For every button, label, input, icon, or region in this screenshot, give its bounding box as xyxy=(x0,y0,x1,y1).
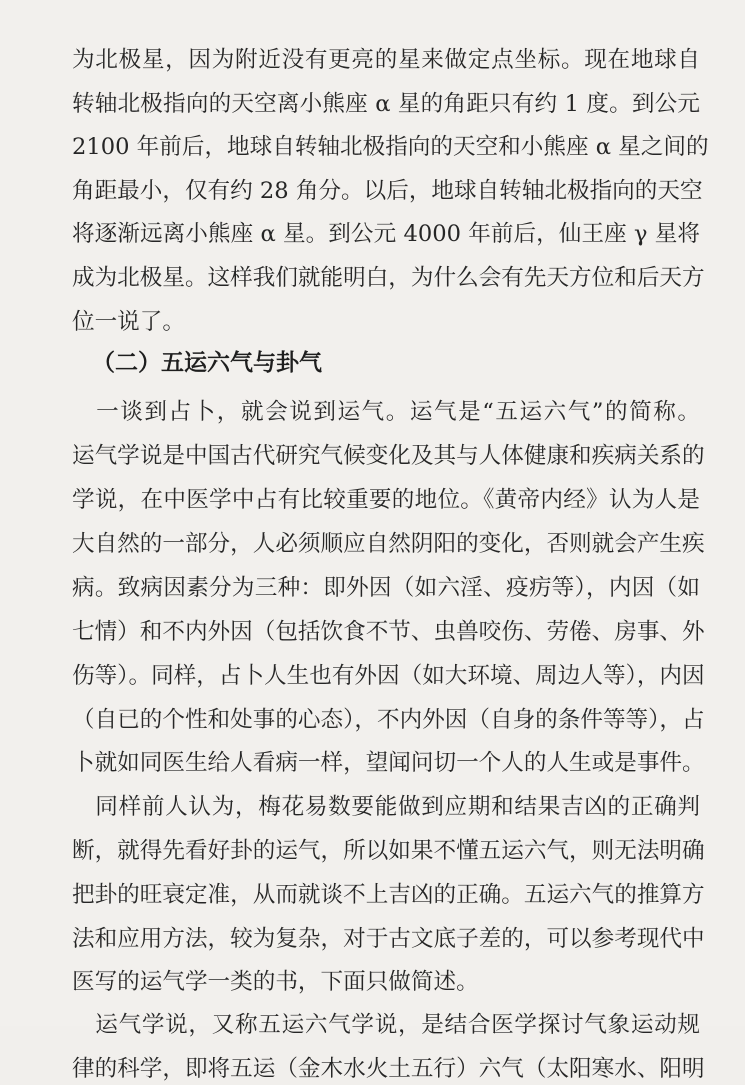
text-line: 把卦的旺衰定准，从而就谈不上吉凶的正确。五运六气的推算方 xyxy=(72,882,705,908)
text-line: 同样前人认为，梅花易数要能做到应期和结果吉凶的正确判 xyxy=(72,794,700,820)
text-line: 角距最小，仅有约 28 角分。以后，地球自转轴北极指向的天空 xyxy=(72,178,703,204)
text-line: 大自然的一部分，人必须顺应自然阴阳的变化，否则就会产生疾 xyxy=(72,531,705,557)
text-line: 成为北极星。这样我们就能明白，为什么会有先天方位和后天方 xyxy=(72,265,705,291)
text-line: 律的科学，即将五运（金木水火土五行）六气（太阳寒水、阳明 xyxy=(72,1056,705,1082)
text-line: 一谈到占卜，就会说到运气。运气是“五运六气”的简称。 xyxy=(72,399,700,425)
section-heading: （二）五运六气与卦气 xyxy=(92,350,322,376)
text-line: 位一说了。 xyxy=(72,309,185,335)
text-line: 学说，在中医学中占有比较重要的地位。《黄帝内经》认为人是 xyxy=(72,487,700,513)
text-line: 转轴北极指向的天空离小熊座 α 星的角距只有约 1 度。到公元 xyxy=(72,91,700,117)
text-line: 医写的运气学一类的书，下面只做简述。 xyxy=(72,969,479,995)
text-line: 伤等）。同样，占卜人生也有外因（如大环境、周边人等），内因 xyxy=(72,663,705,689)
text-line: 卜就如同医生给人看病一样，望闻问切一个人的人生或是事件。 xyxy=(72,750,705,776)
text-line: 法和应用方法，较为复杂，对于古文底子差的，可以参考现代中 xyxy=(72,926,705,952)
text-line: 七情）和不内外因（包括饮食不节、虫兽咬伤、劳倦、房事、外 xyxy=(72,619,705,645)
text-line: 病。致病因素分为三种：即外因（如六淫、疫疠等），内因（如 xyxy=(72,575,700,601)
text-line: （自已的个性和处事的心态），不内外因（自身的条件等等），占 xyxy=(72,707,705,733)
text-line: 将逐渐远离小熊座 α 星。到公元 4000 年前后，仙王座 γ 星将 xyxy=(72,221,700,247)
text-line: 断，就得先看好卦的运气，所以如果不懂五运六气，则无法明确 xyxy=(72,838,705,864)
text-line: 运气学说是中国古代研究气候变化及其与人体健康和疾病关系的 xyxy=(72,443,705,469)
text-line: 为北极星，因为附近没有更亮的星来做定点坐标。现在地球自 xyxy=(72,47,700,73)
text-line: 2100 年前后，地球自转轴北极指向的天空和小熊座 α 星之间的 xyxy=(72,134,709,160)
text-line: 运气学说，又称五运六气学说，是结合医学探讨气象运动规 xyxy=(72,1012,700,1038)
